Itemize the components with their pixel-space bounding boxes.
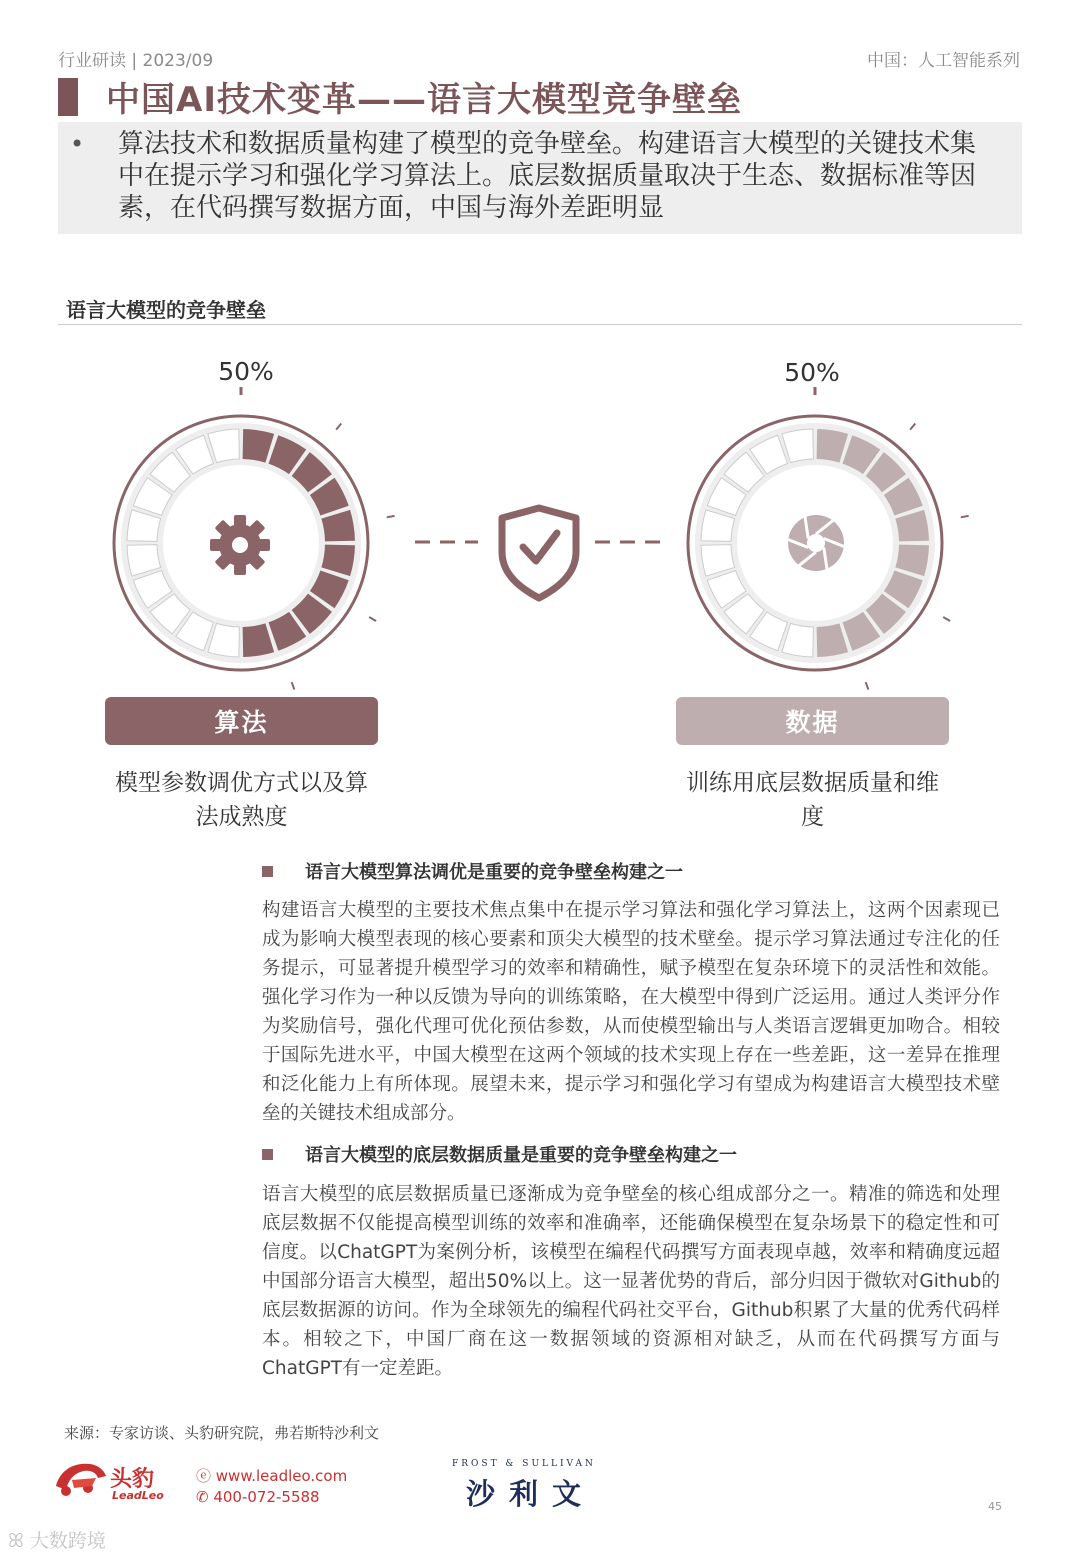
data-gauge-tick — [910, 423, 915, 429]
bullet-square-icon — [262, 1149, 273, 1160]
header-right: 中国：人工智能系列 — [867, 51, 1020, 71]
algorithm-gauge-tick — [336, 423, 341, 429]
leadleo-logo-icon — [52, 1456, 108, 1498]
subsection-heading-algorithm: 语言大模型算法调优是重要的竞争壁垒构建之一 — [262, 858, 683, 884]
summary-text: 算法技术和数据质量构建了模型的竞争壁垒。构建语言大模型的关键技术集中在提示学习和强化学习算法上。底层数据质量取决于生态、数据标准等因素，在代码撰写数据方面，中国与海外差距明显 — [118, 129, 977, 223]
bullet-square-icon — [262, 866, 273, 877]
brand-name: 头豹 — [110, 1467, 155, 1492]
section-divider — [58, 324, 1022, 325]
algorithm-gauge-tick — [369, 617, 376, 621]
header-left: 行业研读 | 2023/09 — [58, 51, 214, 71]
data-label: 数据 — [676, 697, 949, 745]
gear-hole — [232, 537, 248, 553]
title-accent-bar — [58, 78, 78, 116]
aperture-hole — [807, 534, 825, 552]
source-note: 来源：专家访谈、头豹研究院，弗若斯特沙利文 — [64, 1424, 380, 1442]
phone-number: ✆ 400-072-5588 — [196, 1488, 320, 1506]
partner-name-en: FROST & SULLIVAN — [452, 1459, 596, 1469]
partner-name-cn: 沙利文 — [466, 1477, 596, 1511]
data-gauge-tick — [866, 682, 869, 690]
page-title: 中国AI技术变革——语言大模型竞争壁垒 — [106, 80, 742, 120]
algorithm-label: 算法 — [105, 697, 378, 745]
gear-icon — [210, 515, 270, 575]
globe-icon: ⓔ — [196, 1467, 216, 1485]
shield-check-icon — [502, 508, 576, 598]
watermark-icon: ꕤ — [8, 1530, 30, 1552]
summary-bullet: • — [70, 130, 85, 158]
page-number: 45 — [988, 1500, 1002, 1513]
section-heading: 语言大模型的竞争壁垒 — [66, 298, 266, 322]
data-percent: 50% — [784, 358, 840, 387]
algorithm-gauge-tick — [292, 682, 295, 690]
algorithm-gauge-tick — [387, 516, 395, 517]
subsection-body-algorithm: 构建语言大模型的主要技术焦点集中在提示学习算法和强化学习算法上，这两个因素现已成为影响大模型表现的核心要素和顶尖大模型的技术壁垒。提示学习算法通过专注化的任务提示，可显著提升模型学习的效率和精确性，赋予模型在复杂环境下的灵活性和效能。强化学习作为一种以反馈为导向的训练策略，在大模型中得到广泛运用。通过人类评分作为奖励信号，强化代理可优化预估参数，从而使模型输出与人类语言逻辑更加吻合。相较于国际先进水平，中国大模型在这两个领域的技术实现上存在一些差距，这一差异在推理和泛化能力上有所体现。展望未来，提示学习和强化学习有望成为构建语言大模型技术壁垒的关键技术组成部分。 — [262, 900, 1000, 1124]
data-gauge-tick — [943, 617, 950, 621]
brand-subtitle: LeadLeo — [112, 1489, 164, 1502]
watermark: ꕤ 大数跨境 — [8, 1530, 106, 1552]
subsection-body-data: 语言大模型的底层数据质量已逐渐成为竞争壁垒的核心组成部分之一。精准的筛选和处理底层数据不仅能提高模型训练的效率和准确率，还能确保模型在复杂场景下的稳定性和可信度。以ChatGPT为案例分析，该模型在编程代码撰写方面表现卓越，效率和精确度远超中国部分语言大模型，超出50%以上。这一显著优势的背后，部分归因于微软对Github的底层数据源的访问。作为全球领先的编程代码社交平台，Github积累了大量的优秀代码样本。相较之下，中国厂商在这一数据领域的资源相对缺乏，从而在代码撰写方面与ChatGPT有一定差距。 — [262, 1184, 1000, 1379]
subsection-heading-data: 语言大模型的底层数据质量是重要的竞争壁垒构建之一 — [262, 1141, 737, 1167]
data-gauge-tick — [961, 516, 969, 517]
data-caption: 训练用底层数据质量和维度 — [686, 770, 939, 830]
algorithm-caption: 模型参数调优方式以及算法成熟度 — [115, 770, 368, 830]
algorithm-percent: 50% — [218, 357, 274, 386]
website-link[interactable]: ⓔ www.leadleo.com — [196, 1467, 348, 1485]
competition-diagram — [0, 340, 1080, 690]
phone-icon: ✆ — [196, 1488, 214, 1506]
